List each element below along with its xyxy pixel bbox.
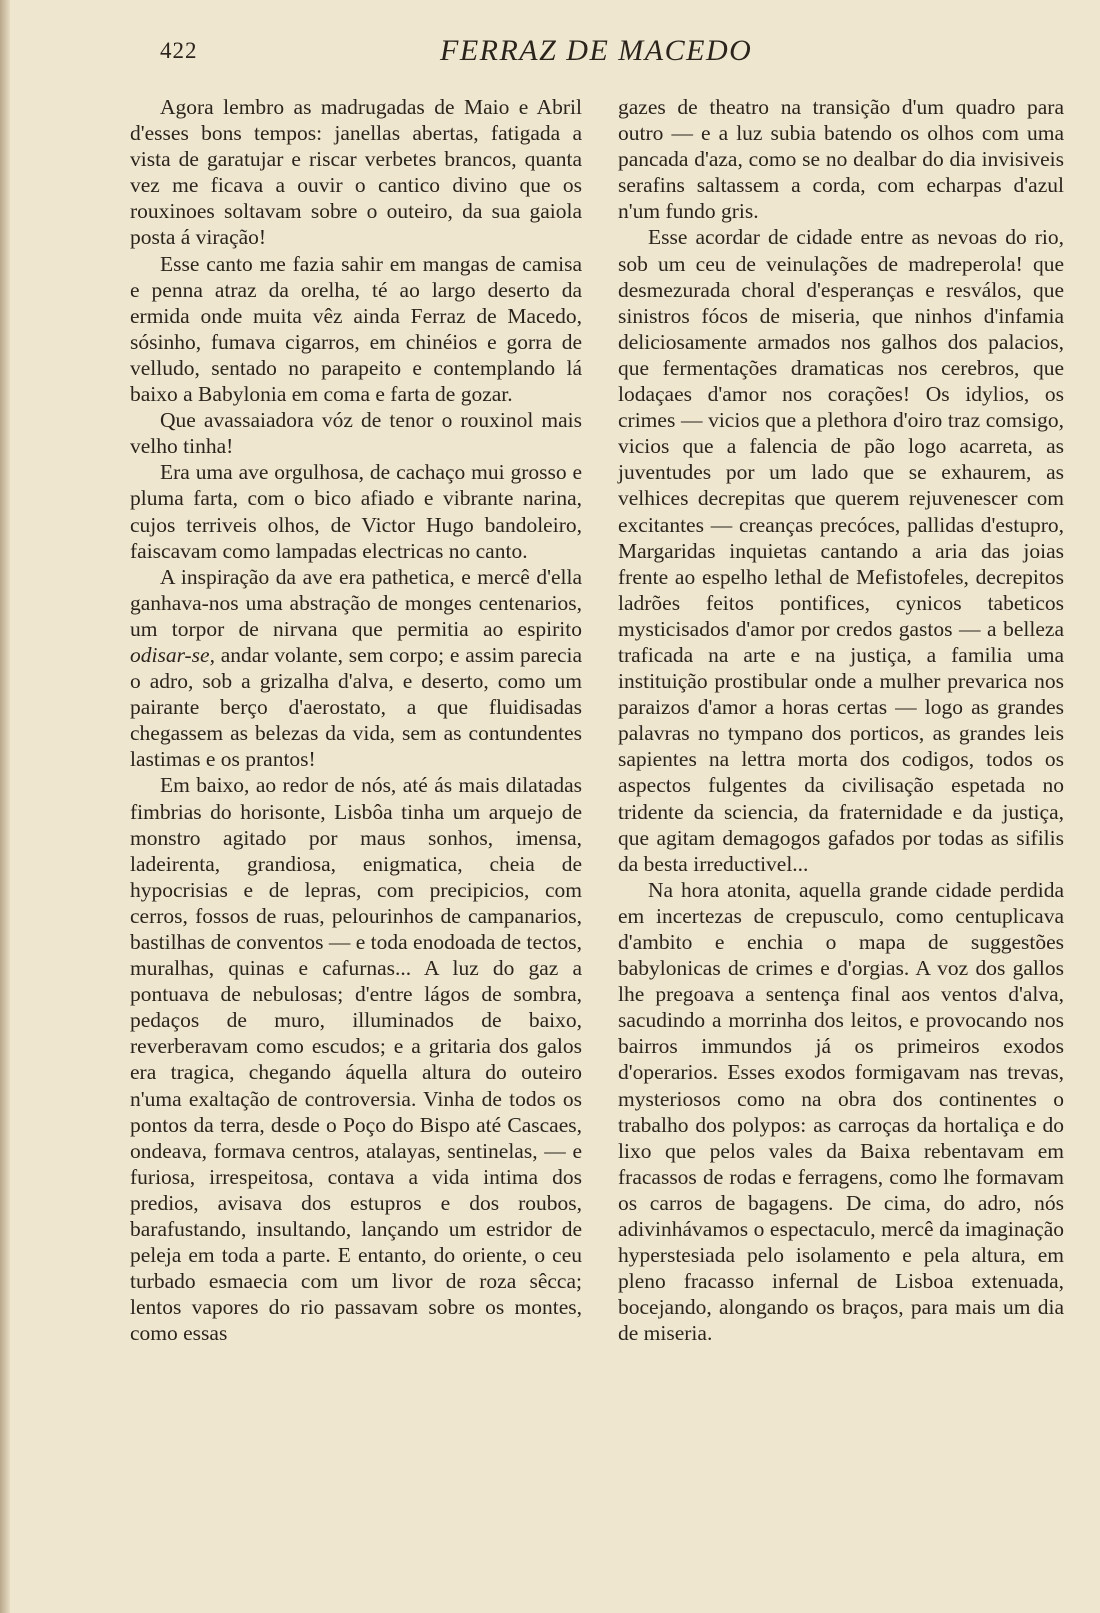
paragraph: Que avassaiadora vóz de tenor o rouxinol mais velho tinha! [130,408,582,459]
paragraph: Na hora atonita, aquella grande cidade perdida em incertezas de crepusculo, como centuplicava d'ambito e enchia o mapa de suggestões babylonicas de crimes e d'orgias. A voz dos gallos lhe pregoava a sentença final aos ventos d'alva, sacudindo a morrinha dos leitos, e provocando nos bairros immundos já os primeiros exodos d'operarios. Esses exodos formigavam nas trevas, mysteriosos como na obra dos continentes o trabalho dos polypos: as carroças da hortaliça e do lixo que pelos vales da Baixa rebentavam em fracassos de rodas e ferragens, como lhe formavam os carros de bagagens. De cima, do adro, nós adivinhávamos o espectaculo, mercê da imaginação hyperstesiada pelo isolamento e pela altura, em pleno fracasso infernal de Lisboa extenuada, bocejando, alongando os braços, para mais um dia de miseria. [618,877,1064,1346]
paragraph-text: A inspiração da ave era pathetica, e mercê d'ella ganhava-nos uma abstração de monges centenarios, um torpor de nirvana que permitia ao espirito [130,564,582,641]
page-number: 422 [160,38,198,63]
paragraph: Esse canto me fazia sahir em mangas de camisa e penna atraz da orelha, té ao largo deserto da ermida onde muita vêz ainda Ferraz de Macedo, sósinho, fumava cigarros, em chinéios e gorra de velludo, sentado no parapeito e contemplando lá baixo a Babylonia em coma e farta de gozar. [130,251,582,407]
paragraph-text: andar volante, sem corpo; e assim parecia o adro, sob a grizalha d'alva, e deserto, como um pairante berço d'aerostato, a que fluidisadas chegassem as belezas da vida, sem as contundentes lastimas e os prantos! [130,642,582,772]
italic-word: odisar-se, [130,642,215,667]
paragraph: gazes de theatro na transição d'um quadro para outro — e a luz subia batendo os olhos com uma pancada d'aza, como se no dealbar do dia invisiveis serafins saltassem a corda, com echarpas d'azul n'um fundo gris. [618,95,1064,224]
right-column [618,94,1064,1347]
paragraph: Era uma ave orgulhosa, de cachaço mui grosso e pluma farta, com o bico afiado e vibrante narina, cujos terriveis olhos, de Victor Hugo bandoleiro, faiscavam como lampadas electricas no canto. [130,460,582,563]
paragraph [130,564,582,773]
page-edge [0,0,10,1613]
page-header [0,34,1100,74]
paragraph: Esse acordar de cidade entre as nevoas do rio, sob um ceu de veinulações de madreperola! que desmezurada choral d'esperanças e resválos, que sinistros fócos de miseria, que ninhos d'infamia deliciosamente armados nos galhos dos palacios, que fermentações dramaticas nos cerebros, que lodaçaes d'amor nos corações! Os idylios, os crimes — vicios que a plethora d'oiro traz comsigo, vicios que a falencia de pão logo acarreta, as juventudes por um lado que se exhaurem, as velhices decrepitas que querem rejuvenescer com excitantes — creanças precóces, pallidas d'estupro, Margaridas inquietas cantando a aria das joias frente ao espelho lethal de Mefistofeles, decrepitos ladrões feitos pontifices, cynicos tabeticos mysticisados d'amor por credos gastos — a belleza traficada na arte e na justiça, a familia uma instituição prostibular onde a mulher prevarica nos paraizos d'amor a horas certas — logo as grandes palavras no tympano dos porticos, as grandes leis sapientes na lettra morta dos codigos, todos os aspectos fulgentes da civilisação espetada no tridente da sciencia, da fraternidade e da justiça, que agitam demagogos gafados por todas as sifilis da besta irreductivel... [618,225,1064,876]
paragraph: Em baixo, ao redor de nós, até ás mais dilatadas fimbrias do horisonte, Lisbôa tinha um arquejo de monstro agitado por maus sonhos, imensa, ladeirenta, grandiosa, enigmatica, cheia de hypocrisias e de lepras, com precipicios, com cerros, fossos de ruas, pelourinhos de campanarios, bastilhas de conventos — e toda enodoada de tectos, muralhas, quinas e cafurnas... A luz do gaz a pontuava de nebulosas; d'entre lágos de sombra, pedaços de muro, illuminados de baixo, reverberavam como escudos; e a gritaria dos galos era tragica, chegando áquella altura do outeiro n'uma exaltação de controversia. Vinha de todos os pontos da terra, desde o Poço do Bispo até Cascaes, ondeava, formava centros, atalayas, sentinelas, — e furiosa, irrespeitosa, contava a vida intima dos predios, avisava dos estupros e dos roubos, barafustando, insultando, lançando um estridor de peleja em toda a parte. E entanto, do oriente, o ceu turbado esmaecia com um livor de roza sêcca; lentos vapores do rio passavam sobre os montes, como essas [130,773,582,1346]
left-column [130,94,582,1347]
running-title: FERRAZ DE MACEDO [440,34,753,67]
paragraph: Agora lembro as madrugadas de Maio e Abril d'esses bons tempos: janellas abertas, fatigada a vista de garatujar e riscar verbetes brancos, quanta vez me ficava a ouvir o cantico divino que os rouxinoes soltavam sobre o outeiro, da sua gaiola posta á viração! [130,95,582,250]
